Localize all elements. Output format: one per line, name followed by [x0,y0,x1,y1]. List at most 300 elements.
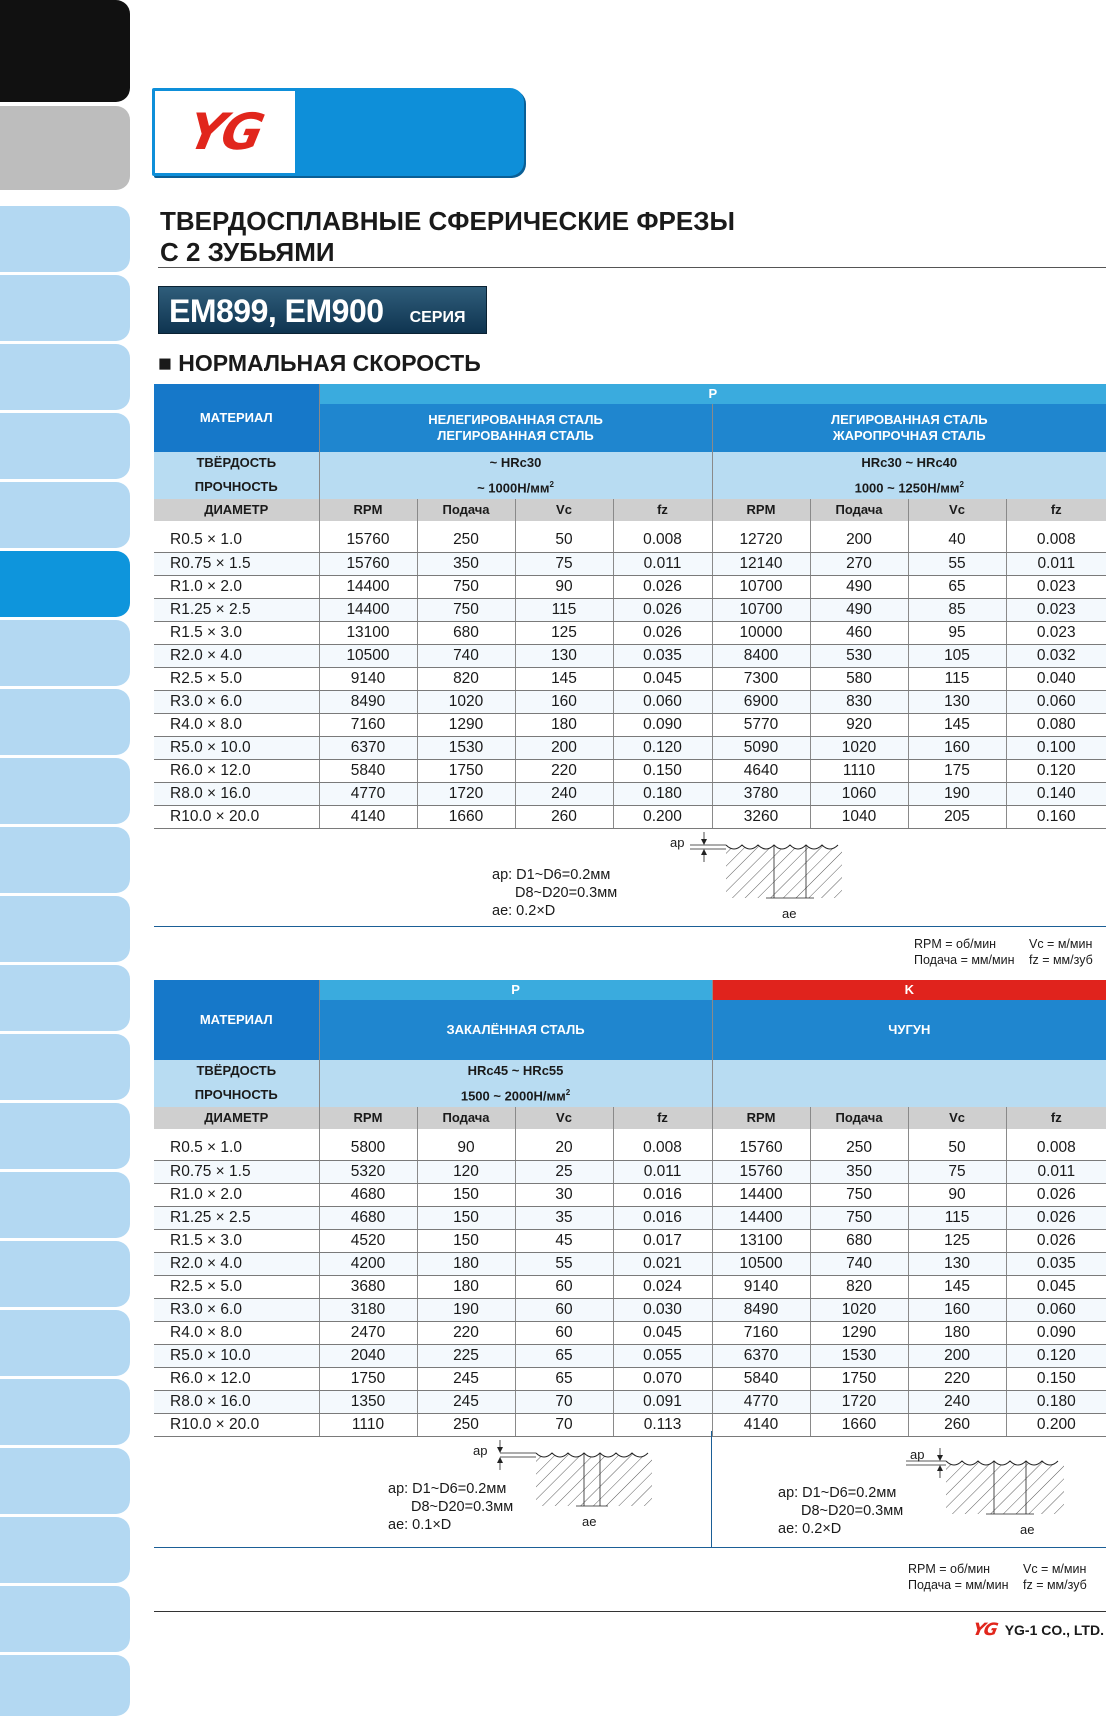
value-cell: 220 [908,1367,1006,1390]
strength-b-value: 1000 ~ 1250Н/мм [854,480,960,496]
value-cell: 0.140 [1006,782,1106,805]
value-cell: 0.026 [1006,1183,1106,1206]
table-row [154,644,1106,667]
value-cell: 250 [810,1137,908,1160]
value-cell: 15760 [319,552,417,575]
col-vc: Vc [515,499,613,521]
value-cell: 125 [908,1229,1006,1252]
value-cell: 1290 [810,1321,908,1344]
col-fz: fz [1006,499,1106,521]
value-cell: 95 [908,621,1006,644]
note-line: ap: D1~D6=0.2мм [388,1481,507,1497]
value-cell: 200 [810,529,908,552]
hardness-b [712,1060,1106,1082]
value-cell: 920 [810,713,908,736]
value-cell: 145 [908,1275,1006,1298]
value-cell: 5800 [319,1137,417,1160]
table-row [154,667,1106,690]
value-cell: 9140 [712,1275,810,1298]
material-b-header [712,404,1106,452]
note-line: ae: 0.2×D [778,1521,842,1537]
col-fz: fz [1006,1107,1106,1129]
value-cell: 190 [908,782,1006,805]
value-cell: 0.026 [613,621,712,644]
value-cell: 55 [515,1252,613,1275]
diameter-cell: R2.5 × 5.0 [154,667,319,690]
value-cell: 8400 [712,644,810,667]
value-cell: 13100 [319,621,417,644]
value-cell: 160 [908,736,1006,759]
value-cell: 1290 [417,713,515,736]
value-cell: 0.113 [613,1413,712,1436]
table-row [154,1275,1106,1298]
col-feed: Подача [810,499,908,521]
unit-fz: fz = мм/зуб [1029,953,1093,967]
side-tab[interactable] [0,1034,130,1100]
series-badge [158,286,487,334]
diameter-cell: R1.5 × 3.0 [154,621,319,644]
value-cell: 2040 [319,1344,417,1367]
table-row [154,529,1106,552]
page-title-line: ТВЕРДОСПЛАВНЫЕ СФЕРИЧЕСКИЕ ФРЕЗЫ [160,206,735,236]
col-rpm: RPM [712,499,810,521]
ae-label: ae [582,1514,597,1529]
diameter-cell: R1.5 × 3.0 [154,1229,319,1252]
footer-rule [154,1611,1106,1612]
value-cell: 0.045 [613,1321,712,1344]
value-cell: 220 [515,759,613,782]
diameter-cell: R0.75 × 1.5 [154,552,319,575]
value-cell: 0.150 [613,759,712,782]
table-row [154,1321,1106,1344]
value-cell: 0.045 [1006,1275,1106,1298]
value-cell: 0.180 [613,782,712,805]
diameter-label: ДИАМЕТР [154,499,319,521]
unit-rpm: RPM = об/мин [914,937,997,951]
footer [973,1620,1104,1640]
value-cell: 820 [810,1275,908,1298]
side-tab[interactable] [0,827,130,893]
value-cell: 1530 [810,1344,908,1367]
material-label: МАТЕРИАЛ [154,384,319,452]
value-cell: 125 [515,621,613,644]
diameter-cell: R6.0 × 12.0 [154,1367,319,1390]
value-cell: 3780 [712,782,810,805]
table-row [154,621,1106,644]
value-cell: 0.080 [1006,713,1106,736]
side-tab[interactable] [0,106,130,190]
value-cell: 150 [417,1229,515,1252]
value-cell: 10700 [712,598,810,621]
value-cell: 7160 [319,713,417,736]
table-row [154,1367,1106,1390]
table-row [154,1344,1106,1367]
value-cell: 1350 [319,1390,417,1413]
value-cell: 1750 [810,1367,908,1390]
diameter-cell: R1.0 × 2.0 [154,575,319,598]
ap-label: ap [670,835,685,850]
value-cell: 0.024 [613,1275,712,1298]
diameter-cell: R5.0 × 10.0 [154,1344,319,1367]
value-cell: 1040 [810,805,908,828]
value-cell: 180 [908,1321,1006,1344]
col-rpm: RPM [319,1107,417,1129]
unit-rpm: RPM = об/мин [908,1562,991,1576]
table-row [154,805,1106,828]
page-title [160,206,1106,268]
value-cell: 820 [417,667,515,690]
value-cell: 130 [908,690,1006,713]
value-cell: 60 [515,1298,613,1321]
value-cell: 60 [515,1321,613,1344]
strength-b [712,1082,1106,1107]
value-cell: 90 [515,575,613,598]
value-cell: 90 [417,1137,515,1160]
value-cell: 65 [515,1344,613,1367]
value-cell: 0.011 [613,552,712,575]
hardness-a: ~ HRc30 [319,452,712,474]
units-legend-1 [914,936,1093,968]
value-cell: 0.021 [613,1252,712,1275]
value-cell: 145 [908,713,1006,736]
value-cell: 0.008 [1006,1137,1106,1160]
diameter-cell: R10.0 × 20.0 [154,805,319,828]
diameter-cell: R3.0 × 6.0 [154,1298,319,1321]
value-cell: 190 [417,1298,515,1321]
value-cell: 460 [810,621,908,644]
strength-a [319,474,712,499]
value-cell: 115 [908,667,1006,690]
footer-company: YG-1 CO., LTD. [1004,1622,1104,1638]
value-cell: 50 [515,529,613,552]
value-cell: 0.060 [1006,1298,1106,1321]
value-cell: 175 [908,759,1006,782]
series-suffix: СЕРИЯ [409,309,466,326]
value-cell: 4640 [712,759,810,782]
spacer-row [154,1129,1106,1137]
value-cell: 1060 [810,782,908,805]
value-cell: 75 [515,552,613,575]
value-cell: 0.070 [613,1367,712,1390]
col-rpm: RPM [319,499,417,521]
value-cell: 1750 [319,1367,417,1390]
value-cell: 0.008 [1006,529,1106,552]
cutting-data-table-2 [154,980,1106,1437]
table-2-divider [711,1431,712,1547]
page-title-line: С 2 ЗУБЬЯМИ [160,237,335,267]
side-tab[interactable] [0,965,130,1031]
value-cell: 12720 [712,529,810,552]
value-cell: 1720 [417,782,515,805]
value-cell: 14400 [712,1183,810,1206]
value-cell: 115 [515,598,613,621]
value-cell: 270 [810,552,908,575]
value-cell: 3180 [319,1298,417,1321]
value-cell: 0.120 [613,736,712,759]
table-row [154,1252,1106,1275]
value-cell: 105 [908,644,1006,667]
value-cell: 1020 [417,690,515,713]
col-feed: Подача [417,1107,515,1129]
value-cell: 0.008 [613,529,712,552]
value-cell: 15760 [712,1137,810,1160]
table-row [154,1413,1106,1436]
value-cell: 0.090 [1006,1321,1106,1344]
value-cell: 8490 [319,690,417,713]
logo-box [155,91,295,173]
value-cell: 5840 [712,1367,810,1390]
value-cell: 20 [515,1137,613,1160]
group-k-header: K [712,980,1106,1000]
note-line: D8~D20=0.3мм [515,885,618,901]
side-tab[interactable] [0,482,130,548]
table-row [154,1183,1106,1206]
value-cell: 0.035 [613,644,712,667]
diameter-cell: R8.0 × 16.0 [154,782,319,805]
value-cell: 115 [908,1206,1006,1229]
value-cell: 65 [908,575,1006,598]
value-cell: 35 [515,1206,613,1229]
value-cell: 85 [908,598,1006,621]
value-cell: 160 [515,690,613,713]
material-b-line: ЛЕГИРОВАННАЯ СТАЛЬ [830,412,988,427]
col-vc: Vc [908,499,1006,521]
diameter-cell: R10.0 × 20.0 [154,1413,319,1436]
value-cell: 0.011 [1006,552,1106,575]
value-cell: 0.100 [1006,736,1106,759]
value-cell: 205 [908,805,1006,828]
table-2-bottom-rule [154,1547,1106,1548]
value-cell: 5320 [319,1160,417,1183]
value-cell: 0.023 [1006,621,1106,644]
value-cell: 7160 [712,1321,810,1344]
side-tab[interactable] [0,1379,130,1445]
side-tab[interactable] [0,758,130,824]
side-tab[interactable] [0,1586,130,1652]
side-tab-active[interactable] [0,551,130,617]
value-cell: 1020 [810,1298,908,1321]
value-cell: 0.200 [1006,1413,1106,1436]
side-tab[interactable] [0,1172,130,1238]
value-cell: 30 [515,1183,613,1206]
value-cell: 0.023 [1006,598,1106,621]
ballnose-cut-diagram [470,1438,660,1530]
value-cell: 10500 [319,644,417,667]
footer-yg-logo: YG [971,1620,999,1640]
value-cell: 0.040 [1006,667,1106,690]
yg-logo: YG [183,103,267,161]
value-cell: 0.026 [1006,1229,1106,1252]
value-cell: 9140 [319,667,417,690]
value-cell: 0.026 [1006,1206,1106,1229]
hardness-label: ТВЁРДОСТЬ [154,1060,319,1082]
cutting-data-table-1 [154,384,1106,829]
value-cell: 12140 [712,552,810,575]
value-cell: 240 [515,782,613,805]
value-cell: 0.060 [613,690,712,713]
diameter-cell: R4.0 × 8.0 [154,1321,319,1344]
value-cell: 0.045 [613,667,712,690]
side-tab[interactable] [0,344,130,410]
value-cell: 0.035 [1006,1252,1106,1275]
logo-banner [152,88,524,176]
table-row [154,1390,1106,1413]
side-tab[interactable] [0,896,130,962]
diameter-cell: R0.5 × 1.0 [154,1137,319,1160]
value-cell: 75 [908,1160,1006,1183]
strength-a [319,1082,712,1107]
value-cell: 15760 [712,1160,810,1183]
value-cell: 180 [417,1252,515,1275]
value-cell: 180 [515,713,613,736]
spacer-row [154,521,1106,529]
value-cell: 830 [810,690,908,713]
ballnose-cut-diagram [660,830,850,922]
value-cell: 0.200 [613,805,712,828]
value-cell: 7300 [712,667,810,690]
value-cell: 740 [810,1252,908,1275]
side-tab[interactable] [0,1310,130,1376]
superscript: 2 [565,1088,571,1097]
value-cell: 350 [810,1160,908,1183]
strength-label: ПРОЧНОСТЬ [154,1082,319,1107]
col-rpm: RPM [712,1107,810,1129]
value-cell: 1750 [417,759,515,782]
strength-a-value: ~ 1000Н/мм [477,480,550,496]
superscript: 2 [959,480,964,489]
value-cell: 150 [417,1206,515,1229]
note-line: ap: D1~D6=0.2мм [492,867,611,883]
table-row [154,1160,1106,1183]
col-fz: fz [613,499,712,521]
table-row [154,1206,1106,1229]
value-cell: 490 [810,575,908,598]
note-line: ae: 0.2×D [492,903,556,919]
diameter-cell: R3.0 × 6.0 [154,690,319,713]
side-tab[interactable] [0,206,130,272]
material-a-header [319,404,712,452]
diameter-cell: R5.0 × 10.0 [154,736,319,759]
value-cell: 0.090 [613,713,712,736]
col-vc: Vc [908,1107,1006,1129]
ap-label: ap [910,1447,925,1462]
table-row [154,1298,1106,1321]
material-a-line: НЕЛЕГИРОВАННАЯ СТАЛЬ [428,412,603,427]
value-cell: 50 [908,1137,1006,1160]
diameter-cell: R1.0 × 2.0 [154,1183,319,1206]
value-cell: 4770 [712,1390,810,1413]
section-heading: ■ НОРМАЛЬНАЯ СКОРОСТЬ [158,350,481,376]
diameter-cell: R0.5 × 1.0 [154,529,319,552]
value-cell: 0.160 [1006,805,1106,828]
table-row [154,690,1106,713]
value-cell: 1110 [319,1413,417,1436]
unit-vc: Vc = м/мин [1029,937,1093,951]
table-row [154,552,1106,575]
side-tab[interactable] [0,1241,130,1307]
group-p-header: P [319,384,1106,404]
value-cell: 15760 [319,529,417,552]
value-cell: 150 [417,1183,515,1206]
value-cell: 10000 [712,621,810,644]
side-tab[interactable] [0,620,130,686]
value-cell: 90 [908,1183,1006,1206]
value-cell: 0.011 [1006,1160,1106,1183]
side-tab[interactable] [0,1103,130,1169]
strength-label: ПРОЧНОСТЬ [154,474,319,499]
table-row [154,713,1106,736]
table-1-bottom-rule [154,926,1106,927]
value-cell: 160 [908,1298,1006,1321]
side-tab[interactable] [0,1448,130,1514]
value-cell: 250 [417,529,515,552]
note-line: ae: 0.1×D [388,1517,452,1533]
value-cell: 1020 [810,736,908,759]
value-cell: 40 [908,529,1006,552]
side-tab[interactable] [0,413,130,479]
value-cell: 350 [417,552,515,575]
value-cell: 0.060 [1006,690,1106,713]
value-cell: 0.008 [613,1137,712,1160]
table-1-body [154,529,1106,828]
group-p-header: P [319,980,712,1000]
value-cell: 220 [417,1321,515,1344]
unit-fz: fz = мм/зуб [1023,1578,1087,1592]
col-feed: Подача [417,499,515,521]
value-cell: 5770 [712,713,810,736]
side-tab[interactable] [0,275,130,341]
table-row [154,736,1106,759]
value-cell: 0.023 [1006,575,1106,598]
side-tab[interactable] [0,689,130,755]
material-b-line: ЖАРОПРОЧНАЯ СТАЛЬ [832,428,986,443]
value-cell: 680 [810,1229,908,1252]
side-tabs [0,0,130,1716]
col-fz: fz [613,1107,712,1129]
note-line: D8~D20=0.3мм [411,1499,514,1515]
value-cell: 130 [908,1252,1006,1275]
ap-label: ap [473,1443,488,1458]
value-cell: 490 [810,598,908,621]
side-tab[interactable] [0,1655,130,1716]
side-tab[interactable] [0,0,130,102]
value-cell: 225 [417,1344,515,1367]
depth-note-1 [492,866,617,920]
value-cell: 1110 [810,759,908,782]
value-cell: 60 [515,1275,613,1298]
diameter-cell: R4.0 × 8.0 [154,713,319,736]
note-line: D8~D20=0.3мм [801,1503,904,1519]
title-rule [158,267,1106,268]
ballnose-cut-diagram [880,1446,1080,1538]
diameter-cell: R1.25 × 2.5 [154,1206,319,1229]
value-cell: 750 [417,575,515,598]
value-cell: 530 [810,644,908,667]
value-cell: 13100 [712,1229,810,1252]
col-vc: Vc [515,1107,613,1129]
value-cell: 1720 [810,1390,908,1413]
table-row [154,1229,1106,1252]
value-cell: 0.017 [613,1229,712,1252]
diameter-cell: R1.25 × 2.5 [154,598,319,621]
material-b-header: ЧУГУН [712,1000,1106,1060]
table-row [154,759,1106,782]
side-tab[interactable] [0,1517,130,1583]
value-cell: 0.016 [613,1206,712,1229]
diameter-cell: R8.0 × 16.0 [154,1390,319,1413]
superscript: 2 [549,480,554,489]
col-feed: Подача [810,1107,908,1129]
